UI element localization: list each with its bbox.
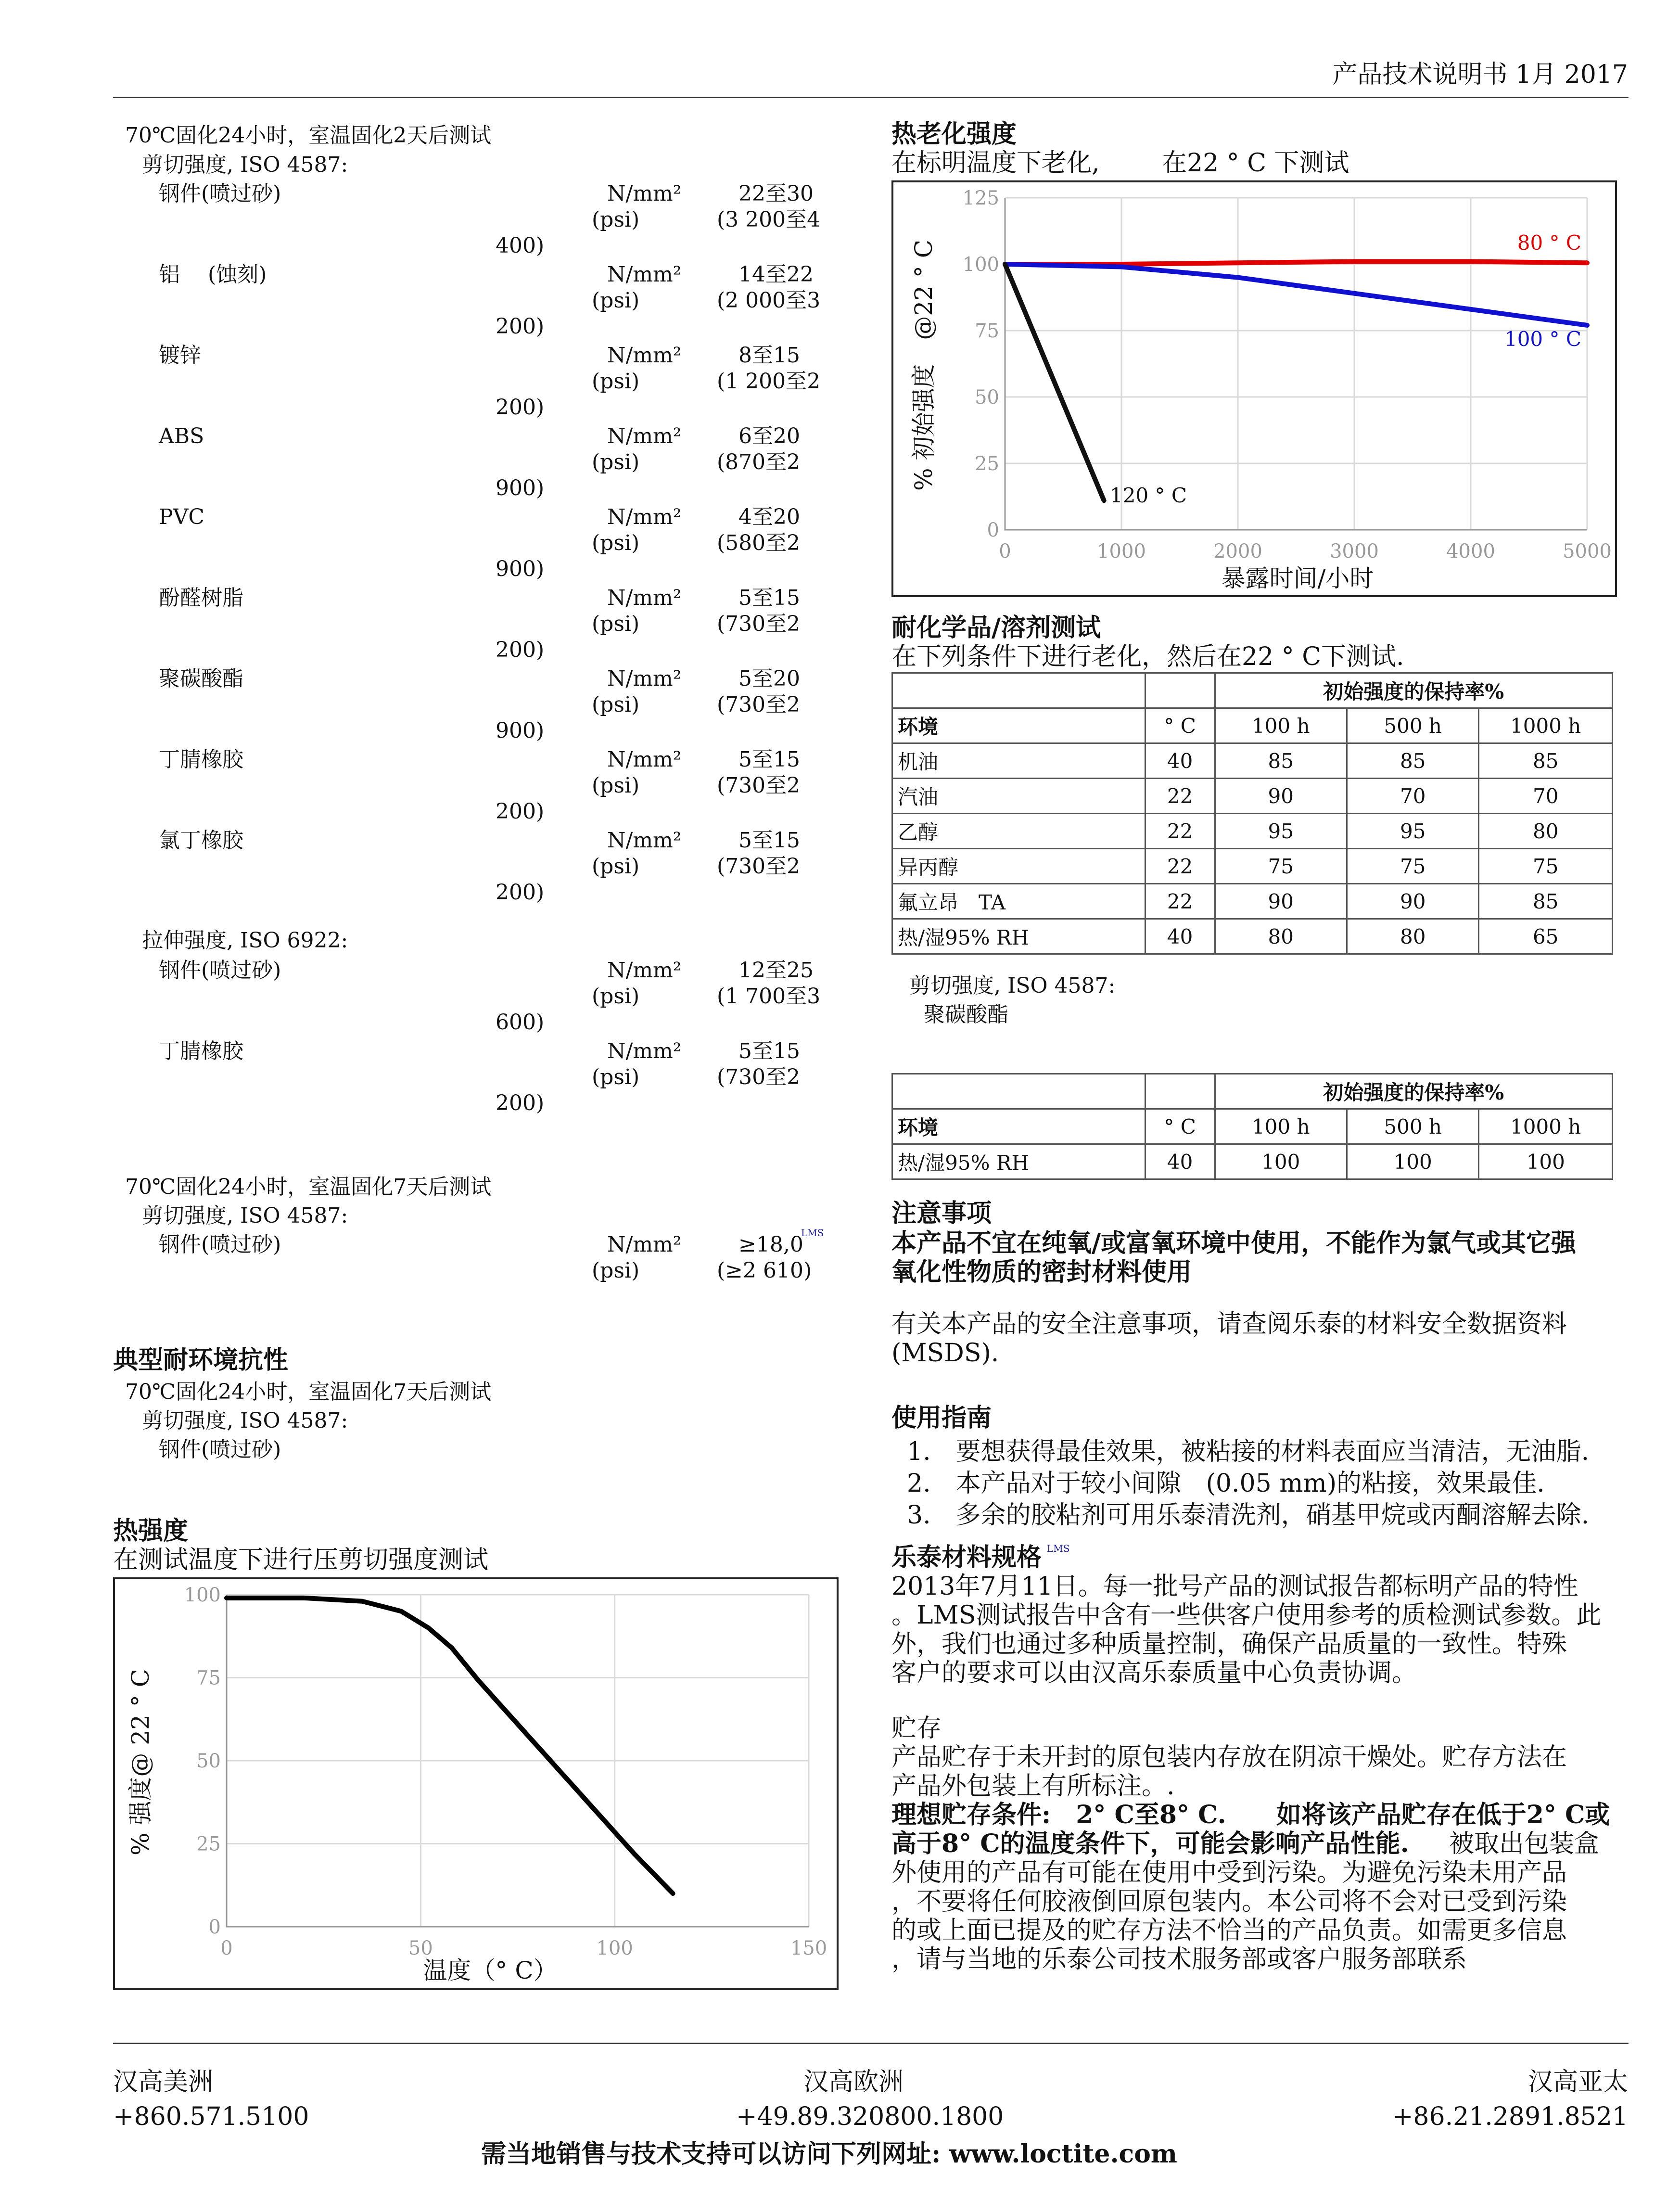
humidity-resistance-table	[891, 1073, 1613, 1180]
table-cell: 22	[1145, 779, 1215, 814]
x-tick-label: 4000	[1446, 540, 1495, 563]
y-tick-label: 25	[975, 453, 999, 475]
shear-strength-title: 剪切强度, ISO 4587:	[142, 153, 348, 177]
strength-value: 8至15	[738, 343, 800, 368]
table-row	[892, 884, 1613, 919]
heat-aging-chart	[891, 180, 1617, 597]
footer-americas-name: 汉高美洲	[113, 2068, 214, 2097]
section-title-heat-aging: 热老化强度	[891, 119, 1017, 149]
psi-value: (580至2	[717, 531, 801, 555]
unit-label: N/mm²	[607, 747, 682, 772]
notes-line: 有关本产品的安全注意事项，请查阅乐泰的材料安全数据资料	[891, 1310, 1567, 1339]
psi-label: (psi)	[592, 854, 640, 879]
y-tick-label: 0	[208, 1916, 221, 1938]
substrate-name: 丁腈橡胶	[159, 1039, 243, 1063]
x-tick-label: 2000	[1213, 540, 1262, 563]
psi-value-cont: 900)	[496, 718, 545, 743]
table-row	[892, 1144, 1613, 1179]
section-title-hot-strength: 热强度	[113, 1516, 189, 1546]
psi-label: (psi)	[592, 612, 640, 636]
series-label: 80 ° C	[1517, 231, 1581, 255]
psi-label: (psi)	[592, 984, 640, 1009]
storage-bold-line: 高于8° C的温度条件下，可能会影响产品性能.	[891, 1829, 1409, 1858]
table-header-cell: ° C	[1145, 708, 1215, 743]
substrate-name: 钢件(喷过砂)	[159, 958, 281, 983]
table-row	[892, 814, 1613, 849]
storage-line: 被取出包装盒	[1424, 1829, 1600, 1858]
psi-value-cont: 400)	[496, 233, 545, 258]
psi-label: (psi)	[592, 369, 640, 394]
unit-label: N/mm²	[607, 666, 682, 691]
x-axis-label: 温度（° C）	[423, 1957, 558, 1984]
substrate-name: 丁腈橡胶	[159, 747, 243, 772]
storage-line: ，不要将任何胶液倒回原包装内。本公司将不会对已受到污染	[891, 1887, 1567, 1916]
table-cell: 85	[1215, 743, 1347, 779]
substrate-name: 镀锌	[159, 343, 201, 368]
cure-condition-2: 70℃固化24小时，室温固化7天后测试	[125, 1175, 492, 1199]
storage-line: 外使用的产品有可能在使用中受到污染。为避免污染未用产品	[891, 1858, 1567, 1887]
table-header-row	[892, 1109, 1613, 1144]
shear-strength-title: 剪切强度, ISO 4587:	[142, 1408, 348, 1433]
table-header-cell: ° C	[1145, 1109, 1215, 1144]
unit-label: N/mm²	[607, 343, 682, 368]
lms-line: 。LMS测试报告中含有一些供客户使用参考的质检测试参数。此	[891, 1601, 1602, 1630]
footer-europe-phone: +49.89.320800.1800	[736, 2102, 1004, 2131]
y-tick-label: 75	[196, 1667, 221, 1689]
y-tick-label: 75	[975, 320, 999, 342]
substrate-name: 聚碳酸酯	[924, 1002, 1008, 1027]
series-line	[1005, 264, 1104, 500]
substrate-name: ABS	[159, 424, 204, 448]
table-cell: 100	[1479, 1144, 1613, 1179]
psi-value-cont: 900)	[496, 557, 545, 581]
section-title-usage: 使用指南	[891, 1403, 992, 1433]
usage-item: 1. 要想获得最佳效果，被粘接的材料表面应当清洁，无油脂.	[907, 1437, 1590, 1466]
storage-line: 产品贮存于未开封的原包装内存放在阴凉干燥处。贮存方法在	[891, 1743, 1567, 1772]
psi-value: (1 200至2	[717, 369, 821, 394]
section-title-notes: 注意事项	[891, 1199, 992, 1228]
psi-label: (psi)	[592, 288, 640, 313]
x-tick-label: 5000	[1563, 540, 1612, 563]
table-cell: 90	[1215, 779, 1347, 814]
hot-strength-chart-svg	[115, 1579, 837, 1988]
section-title-chemical: 耐化学品/溶剂测试	[891, 613, 1101, 642]
table-header-cell: 500 h	[1347, 708, 1478, 743]
table-corner-cell	[1145, 673, 1215, 708]
substrate-name: 铝 (蚀刻)	[159, 262, 267, 287]
section-title-environment: 典型耐环境抗性	[113, 1345, 289, 1375]
strength-value: 5至15	[738, 586, 800, 610]
table-cell: 70	[1479, 779, 1613, 814]
unit-label: N/mm²	[607, 958, 682, 983]
table-cell: 75	[1347, 849, 1478, 884]
shear-strength-title: 剪切强度, ISO 4587:	[909, 973, 1116, 998]
table-header-cell: 环境	[892, 1109, 1145, 1144]
chemical-subtitle: 在下列条件下进行老化，然后在22 ° C下测试.	[891, 642, 1404, 671]
table-cell: 90	[1347, 884, 1478, 919]
table-cell: 100	[1347, 1144, 1478, 1179]
x-tick-label: 150	[790, 1937, 827, 1959]
psi-label: (psi)	[592, 531, 640, 555]
lms-line: 客户的要求可以由汉高乐泰质量中心负责协调。	[891, 1659, 1417, 1688]
table-cell: 75	[1215, 849, 1347, 884]
table-cell: 100	[1215, 1144, 1347, 1179]
table-cell: 85	[1479, 884, 1613, 919]
table-group-header-row	[892, 673, 1613, 708]
psi-value: (730至2	[717, 1065, 801, 1089]
group-header-cell: 初始强度的保持率%	[1215, 1074, 1613, 1109]
x-tick-label: 50	[408, 1937, 433, 1959]
psi-label: (psi)	[592, 1258, 640, 1283]
table-header-cell: 1000 h	[1479, 708, 1613, 743]
psi-value-cont: 600)	[496, 1010, 545, 1035]
storage-bold-line: 理想贮存条件: 2° C至8° C. 如将该产品贮存在低于2° C或	[891, 1800, 1610, 1829]
strength-value: 5至15	[738, 747, 800, 772]
table-cell: 机油	[892, 743, 1145, 779]
psi-label: (psi)	[592, 692, 640, 717]
y-tick-label: 50	[196, 1750, 221, 1772]
x-tick-label: 1000	[1097, 540, 1146, 563]
table-cell: 氟立昂 TA	[892, 884, 1145, 919]
y-tick-label: 0	[987, 519, 999, 541]
lms-line: 外，我们也通过多种质量控制，确保产品质量的一致性。特殊	[891, 1630, 1567, 1659]
psi-label: (psi)	[592, 773, 640, 798]
lms-superscript: LMS	[801, 1227, 824, 1239]
hot-strength-chart	[113, 1577, 839, 1990]
x-tick-label: 0	[999, 540, 1011, 563]
header-rule	[113, 97, 1629, 98]
psi-value: (≥2 610)	[717, 1258, 812, 1283]
y-tick-label: 100	[962, 254, 999, 276]
usage-item: 3. 多余的胶粘剂可用乐泰清洗剂，硝基甲烷或丙酮溶解去除.	[907, 1501, 1590, 1530]
substrate-name: 钢件(喷过砂)	[159, 1437, 281, 1462]
table-cell: 70	[1347, 779, 1478, 814]
table-cell: 40	[1145, 743, 1215, 779]
psi-value: (2 000至3	[717, 288, 821, 313]
psi-value-cont: 200)	[496, 799, 545, 824]
unit-label: N/mm²	[607, 505, 682, 529]
series-line	[1005, 264, 1587, 325]
lms-superscript: LMS	[1047, 1543, 1070, 1554]
table-header-row	[892, 708, 1613, 743]
page-header-title: 产品技术说明书 1月 2017	[1332, 60, 1628, 89]
psi-value-cont: 200)	[496, 395, 545, 420]
table-cell: 异丙醇	[892, 849, 1145, 884]
psi-value: (730至2	[717, 612, 801, 636]
table-corner-cell	[1145, 1074, 1215, 1109]
table-header-cell: 环境	[892, 708, 1145, 743]
table-header-cell: 100 h	[1215, 708, 1347, 743]
footer-rule	[113, 2043, 1629, 2044]
footer-europe-name: 汉高欧洲	[803, 2068, 904, 2097]
table-row	[892, 779, 1613, 814]
substrate-name: 钢件(喷过砂)	[159, 181, 281, 206]
table-header-cell: 1000 h	[1479, 1109, 1613, 1144]
section-title-storage: 贮存	[891, 1714, 942, 1743]
unit-label: N/mm²	[607, 1232, 682, 1257]
series-label: 120 ° C	[1110, 484, 1187, 507]
footer-website[interactable]: 需当地销售与技术支持可以访问下列网址: www.loctite.com	[481, 2139, 1177, 2169]
table-cell: 85	[1347, 743, 1478, 779]
unit-label: N/mm²	[607, 181, 682, 206]
heat-aging-subtitle-a: 在标明温度下老化,	[891, 149, 1100, 178]
table-cell: 80	[1347, 919, 1478, 954]
table-cell: 80	[1215, 919, 1347, 954]
substrate-name: 氯丁橡胶	[159, 828, 243, 853]
strength-value: 12至25	[738, 958, 814, 983]
psi-value-cont: 200)	[496, 314, 545, 339]
chart-axes	[1005, 198, 1587, 530]
notes-line: 氧化性物质的密封材料使用	[891, 1257, 1192, 1287]
group-header-cell: 初始强度的保持率%	[1215, 673, 1613, 708]
psi-value-cont: 200)	[496, 1091, 545, 1115]
table-header-cell: 100 h	[1215, 1109, 1347, 1144]
strength-value: 22至30	[738, 181, 814, 206]
table-cell: 热/湿95% RH	[892, 919, 1145, 954]
strength-value: 5至15	[738, 1039, 800, 1063]
psi-value-cont: 200)	[496, 880, 545, 905]
psi-value: (730至2	[717, 773, 801, 798]
strength-value: 6至20	[738, 424, 800, 448]
table-row	[892, 743, 1613, 779]
y-tick-label: 100	[184, 1584, 221, 1606]
storage-line: 的或上面已提及的贮存方法不恰当的产品负责。如需更多信息	[891, 1916, 1567, 1945]
psi-value-cont: 200)	[496, 638, 545, 662]
strength-value: 5至20	[738, 666, 800, 691]
x-axis-label: 暴露时间/小时	[1221, 564, 1374, 592]
table-group-header-row	[892, 1074, 1613, 1109]
usage-item: 2. 本产品对于较小间隙 (0.05 mm)的粘接，效果最佳.	[907, 1469, 1545, 1498]
y-axis-label: % 强度@ 22 ° C	[127, 1669, 154, 1855]
table-cell: 95	[1347, 814, 1478, 849]
footer-asia-name: 汉高亚太	[1527, 2068, 1628, 2097]
storage-line: ，请与当地的乐泰公司技术服务部或客户服务部联系	[891, 1945, 1467, 1974]
table-cell: 90	[1215, 884, 1347, 919]
unit-label: N/mm²	[607, 586, 682, 610]
heat-aging-chart-svg	[893, 182, 1615, 595]
x-tick-label: 100	[596, 1937, 633, 1959]
strength-value: 4至20	[738, 505, 800, 529]
table-cell: 40	[1145, 1144, 1215, 1179]
x-tick-label: 0	[220, 1937, 233, 1959]
psi-value-cont: 900)	[496, 476, 545, 500]
footer-americas-phone: +860.571.5100	[113, 2102, 309, 2131]
psi-value: (3 200至4	[717, 207, 821, 232]
table-cell: 75	[1479, 849, 1613, 884]
series-line	[227, 1598, 673, 1893]
unit-label: N/mm²	[607, 1039, 682, 1063]
storage-line: 产品外包装上有所标注。.	[891, 1772, 1175, 1801]
shear-strength-title: 剪切强度, ISO 4587:	[142, 1203, 348, 1228]
table-cell: 95	[1215, 814, 1347, 849]
x-tick-label: 3000	[1330, 540, 1379, 563]
substrate-name: PVC	[159, 505, 205, 529]
unit-label: N/mm²	[607, 262, 682, 287]
y-axis-label: % 初始强度 @22 ° C	[910, 239, 938, 491]
table-cell: 22	[1145, 849, 1215, 884]
strength-value: ≥18,0	[738, 1232, 803, 1257]
series-label: 100 ° C	[1504, 327, 1581, 351]
table-cell: 热/湿95% RH	[892, 1144, 1145, 1179]
psi-value: (730至2	[717, 854, 801, 879]
psi-label: (psi)	[592, 450, 640, 474]
tensile-strength-title: 拉伸强度, ISO 6922:	[142, 928, 348, 953]
table-cell: 80	[1479, 814, 1613, 849]
substrate-name: 聚碳酸酯	[159, 666, 243, 691]
psi-value: (870至2	[717, 450, 801, 474]
table-cell: 40	[1145, 919, 1215, 954]
lms-line: 2013年7月11日。每一批号产品的测试报告都标明产品的特性	[891, 1572, 1578, 1601]
psi-label: (psi)	[592, 1065, 640, 1089]
hot-strength-subtitle: 在测试温度下进行压剪切强度测试	[113, 1546, 489, 1574]
footer-asia-phone: +86.21.2891.8521	[1392, 2102, 1628, 2131]
notes-line: 本产品不宜在纯氧/或富氧环境中使用，不能作为氯气或其它强	[891, 1228, 1576, 1258]
strength-value: 14至22	[738, 262, 814, 287]
table-row	[892, 849, 1613, 884]
table-cell: 85	[1479, 743, 1613, 779]
notes-line: (MSDS).	[891, 1339, 999, 1368]
heat-aging-subtitle-b: 在22 ° C 下测试	[1162, 149, 1349, 178]
psi-label: (psi)	[592, 207, 640, 232]
table-corner-cell	[892, 1074, 1145, 1109]
substrate-name: 酚醛树脂	[159, 586, 243, 610]
strength-value: 5至15	[738, 828, 800, 853]
table-row	[892, 919, 1613, 954]
psi-value: (1 700至3	[717, 984, 821, 1009]
cure-condition-1: 70℃固化24小时，室温固化2天后测试	[125, 123, 492, 148]
table-cell: 22	[1145, 884, 1215, 919]
table-header-cell: 500 h	[1347, 1109, 1478, 1144]
table-cell: 乙醇	[892, 814, 1145, 849]
substrate-name: 钢件(喷过砂)	[159, 1232, 281, 1257]
unit-label: N/mm²	[607, 828, 682, 853]
y-tick-label: 125	[962, 187, 999, 209]
cure-condition-3: 70℃固化24小时，室温固化7天后测试	[125, 1380, 492, 1404]
psi-value: (730至2	[717, 692, 801, 717]
section-title-lms: 乐泰材料规格	[891, 1543, 1042, 1572]
unit-label: N/mm²	[607, 424, 682, 448]
chemical-resistance-table	[891, 672, 1613, 955]
y-tick-label: 25	[196, 1833, 221, 1855]
table-corner-cell	[892, 673, 1145, 708]
y-tick-label: 50	[975, 386, 999, 409]
table-cell: 22	[1145, 814, 1215, 849]
table-cell: 65	[1479, 919, 1613, 954]
table-cell: 汽油	[892, 779, 1145, 814]
